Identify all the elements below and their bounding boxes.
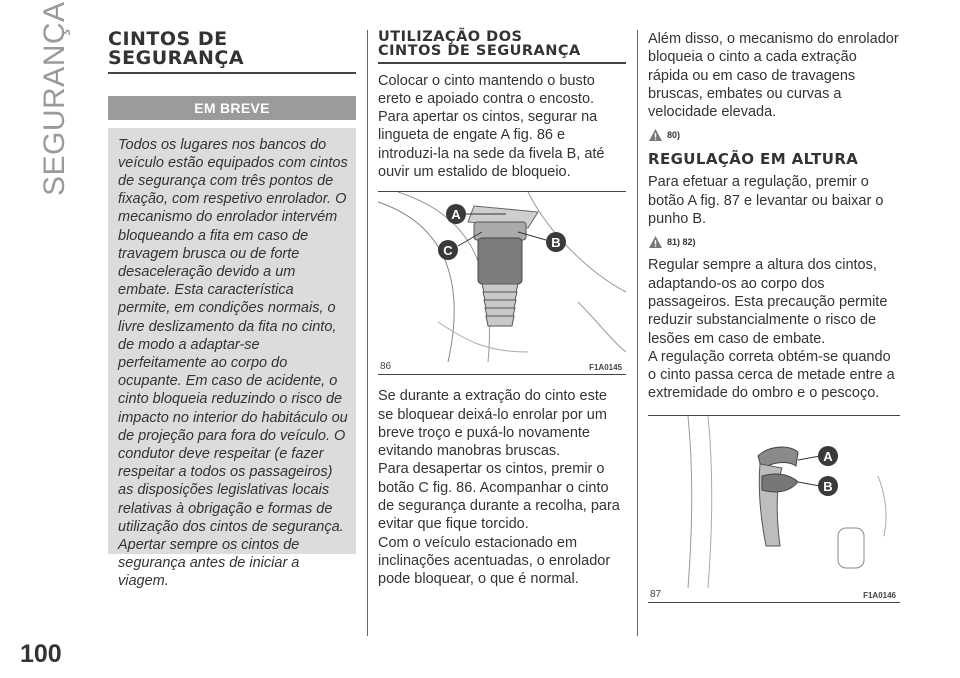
figure-label-c-text: C: [443, 243, 453, 259]
figure-label-a-text: A: [823, 448, 833, 464]
warning-triangle-icon: [648, 128, 663, 142]
summary-box: Todos os lugares nos bancos do veículo estão equipados com cintos de segurança com três pontos de fixação, com respetivo enrolador. O mecanismo do enrolador intervém bloqueando a fita em caso de travagem brusca ou de forte desaceleração devido a um embate. Esta característica permite, em condições normais, o livre deslizamento da fita no cinto, de modo a adaptar-se perfeitamente ao corpo do ocupante. Em caso de acidente, o cinto bloqueia reduzindo o risco de impacto no interior do habitáculo ou de projeção para fora do veículo. O condutor deve respeitar (e fazer respeitar a todos os passageiros) as disposições legislativas locais relativas à obrigação e formas de utilização dos cintos de segurança. Apertar sempre os cintos de segurança antes de iniciar a viagem.: [108, 128, 356, 554]
paragraph: Regular sempre a altura dos cintos, adaptando-os ao corpo dos passageiros. Esta precaução permite reduzir substancialmente o risco de lesões em caso de embate.: [648, 257, 888, 347]
figure-87: [648, 415, 900, 603]
paragraph: Além disso, o mecanismo do enrolador bloqueia o cinto a cada extração rápida ou em caso de travagens bruscas, embates ou curvas a velocidade elevada.: [648, 31, 899, 121]
heading-rule: [378, 62, 626, 64]
paragraph: Com o veículo estacionado em inclinações acentuadas, o enrolador pode bloquear, o que é normal.: [378, 534, 611, 588]
section-heading: UTILIZAÇÃO DOS CINTOS DE SEGURANÇA: [378, 29, 581, 59]
belt-height-adjuster-illustration: [648, 416, 900, 588]
paragraph: Para desapertar os cintos, premir o botão C fig. 86. Acompanhar o cinto de segurança durante a recolha, para evitar que fique torcido.: [378, 461, 620, 533]
section-side-label: SEGURANÇA: [38, 1, 71, 196]
figure-code: F1A0145: [589, 363, 622, 373]
paragraph: Colocar o cinto mantendo o busto ereto e apoiado contra o encosto. Para apertar os cintos, segurar na lingueta de engate A fig. 86 e introduzi-la na sede da fivela B, até ouvir um estalido de bloqueio.: [378, 72, 605, 180]
column-divider: [637, 30, 638, 636]
figure-code: F1A0146: [863, 590, 896, 600]
seatbelt-buckle-illustration: [378, 192, 626, 362]
column-divider: [367, 30, 368, 636]
column-3: [648, 30, 900, 603]
paragraph: Para efetuar a regulação, premir o botão A fig. 87 e levantar ou baixar o punho B.: [648, 174, 884, 228]
title-rule: [108, 72, 356, 74]
figure-label-b-text: B: [551, 235, 561, 251]
column-1: [108, 28, 356, 590]
figure-86: [378, 191, 626, 375]
warning-triangle-icon: [648, 235, 663, 249]
figure-number: 87: [650, 588, 662, 600]
warning-reference: 81) 82): [648, 232, 900, 252]
paragraph: A regulação correta obtém-se quando o cinto passa cerca de metade entre a extremidade do ombro e o pescoço.: [648, 348, 895, 402]
page-number: 100: [20, 640, 62, 668]
summary-banner: EM BREVE: [108, 96, 356, 120]
section-title: CINTOS DE SEGURANÇA: [108, 28, 245, 69]
figure-label-b-text: B: [823, 478, 833, 494]
column-2: [378, 30, 626, 589]
section-heading: REGULAÇÃO EM ALTURA: [648, 150, 859, 169]
paragraph: Se durante a extração do cinto este se bloquear deixá-lo enrolar por um breve troço e puxá-lo novamente evitando manobras bruscas.: [378, 388, 607, 460]
figure-number: 86: [380, 361, 392, 373]
warning-reference: 80): [648, 125, 900, 145]
figure-label-a-text: A: [451, 207, 461, 223]
